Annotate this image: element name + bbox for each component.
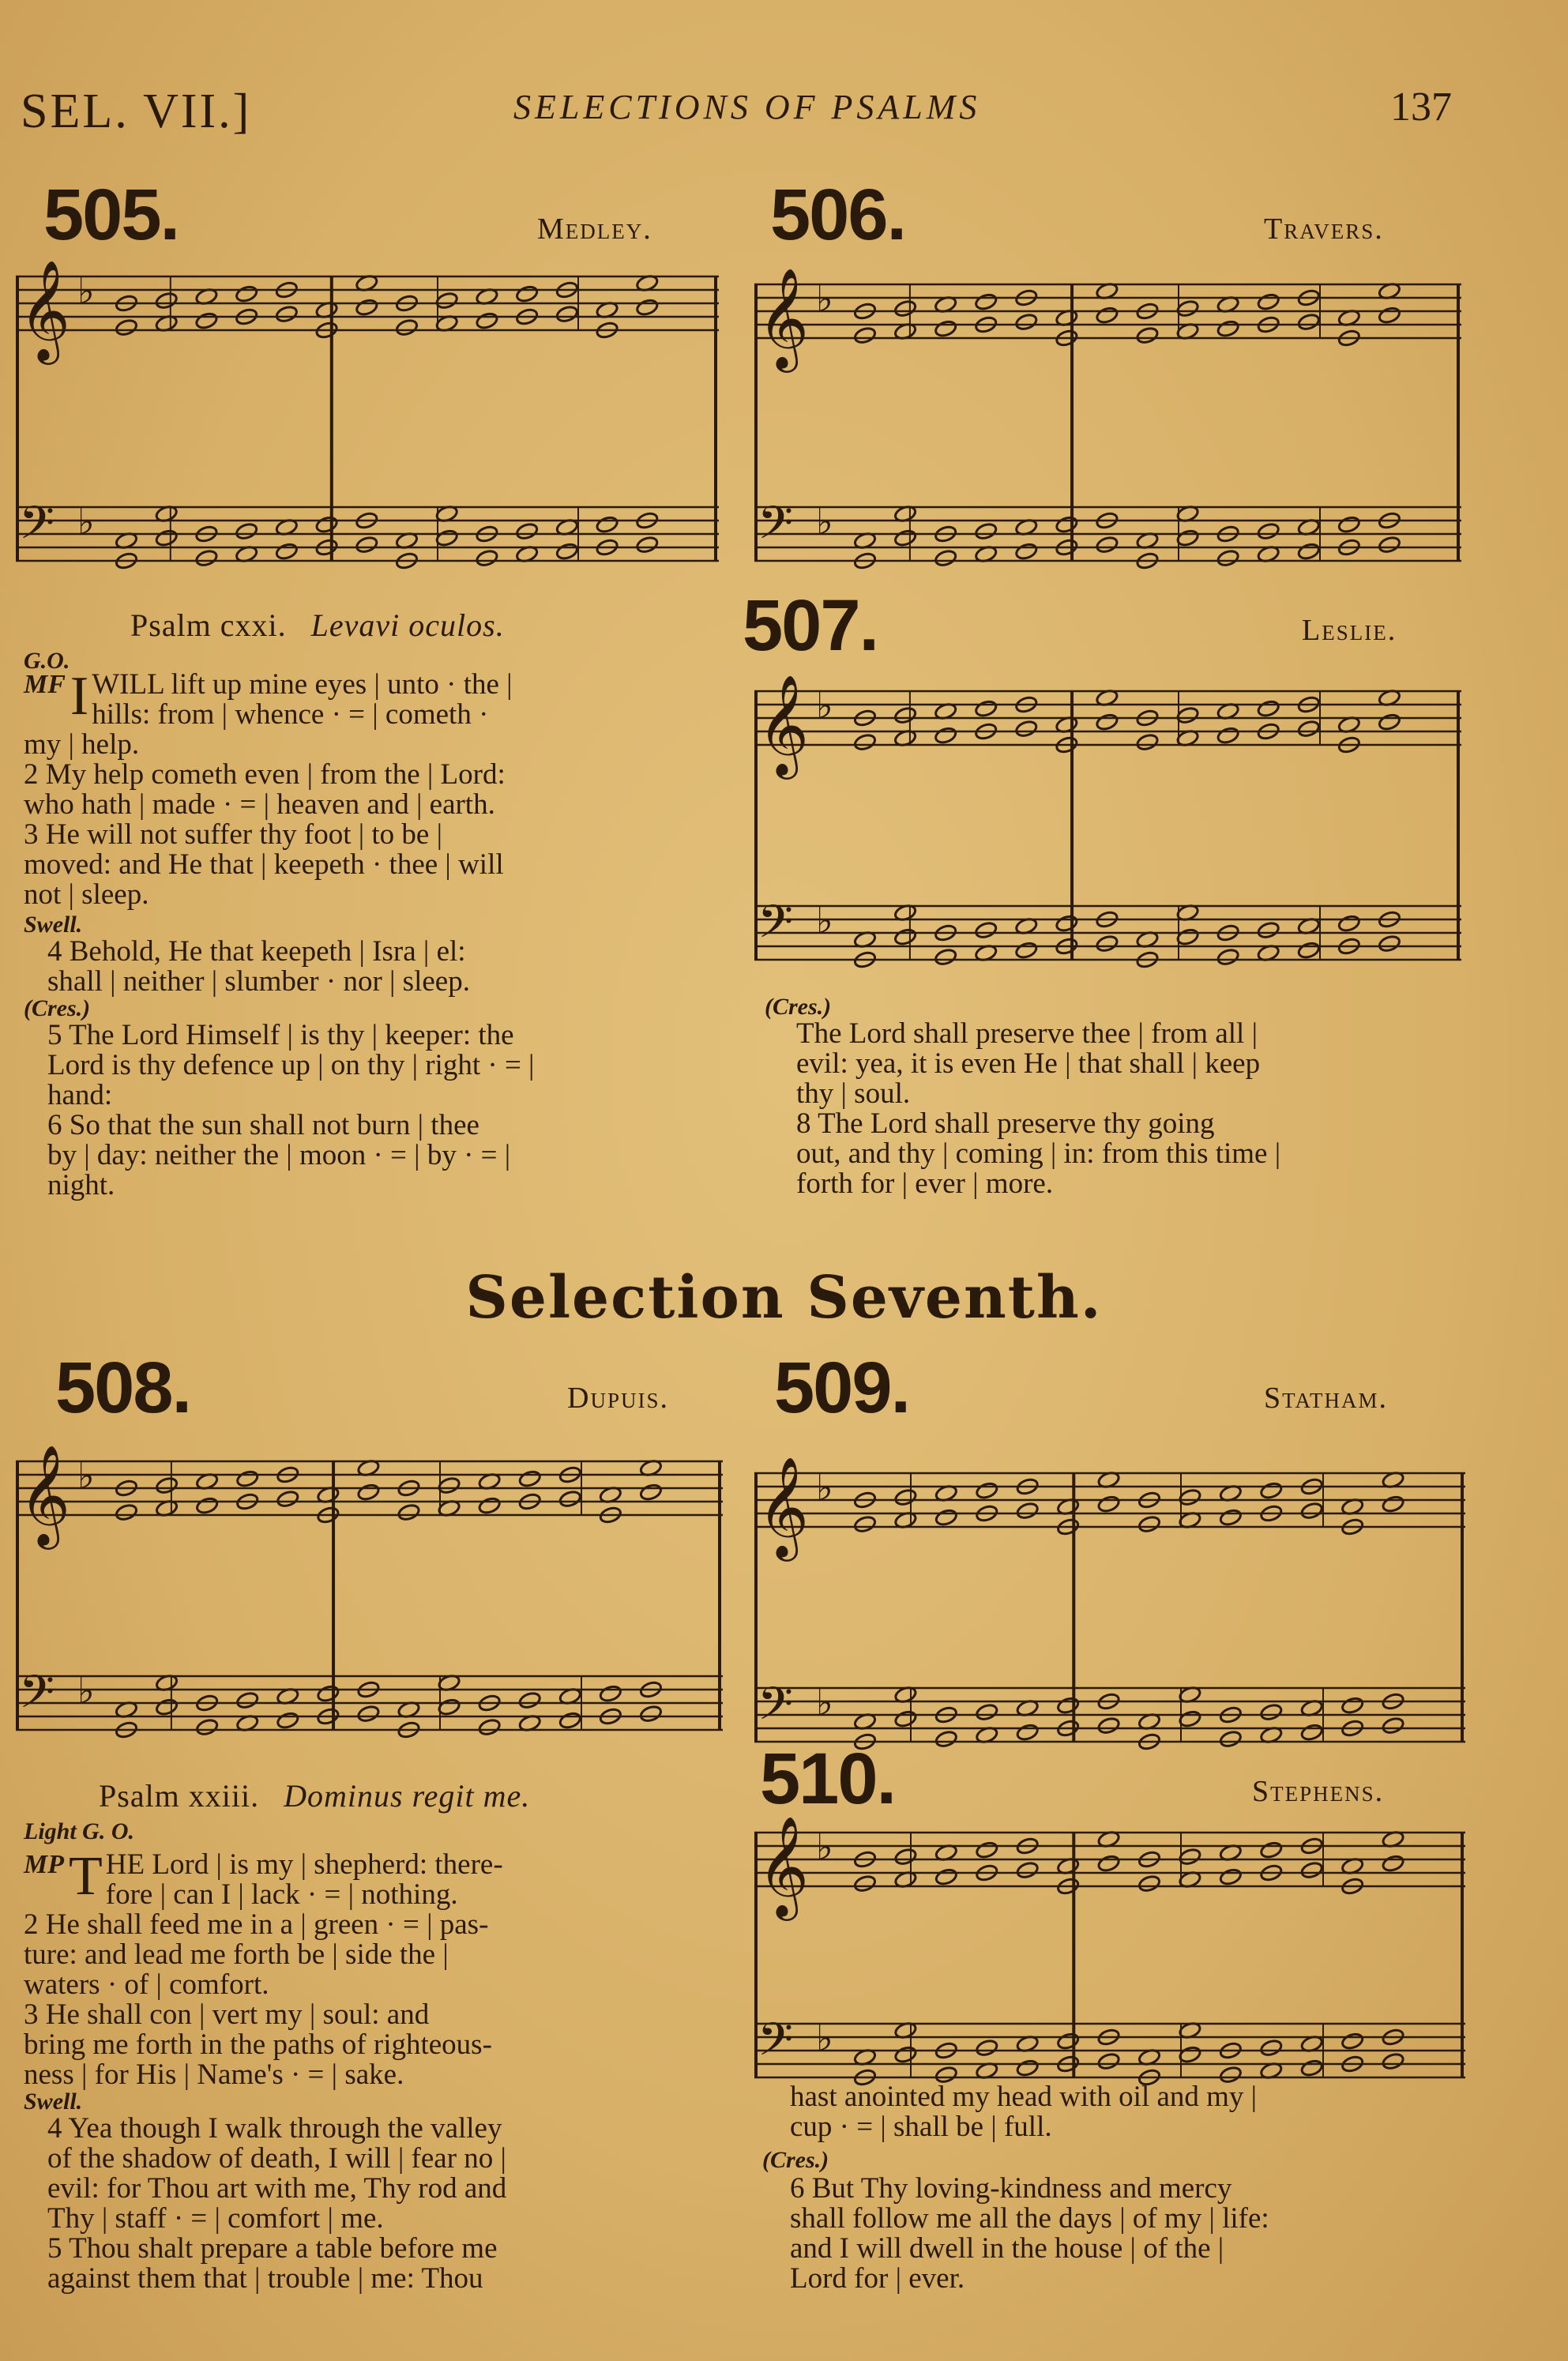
psalm-121-cres: (Cres.) [24, 995, 91, 1021]
text-line: shall | neither | slumber · nor | sleep. [47, 965, 470, 998]
flat-icon: ♭ [816, 1825, 833, 1868]
text-line: out, and thy | coming | in: from this time | [796, 1137, 1281, 1170]
flat-icon: ♭ [816, 899, 833, 942]
bass-clef-icon: 𝄢 [758, 895, 794, 960]
psalm-121-title [130, 607, 505, 644]
running-head-title: SELECTIONS OF PSALMS [513, 88, 981, 126]
chant-509-tune: Statham. [1264, 1382, 1388, 1415]
staff-graphic [16, 1446, 723, 1746]
chant-510-tune: Stephens. [1252, 1775, 1385, 1808]
psalm-121-number: Psalm cxxi. [130, 607, 287, 643]
chant-510-number: 510. [760, 1739, 896, 1819]
text-line: waters · of | comfort. [24, 1968, 269, 2001]
chant-507-score [754, 675, 1461, 976]
staff-graphic [16, 261, 719, 577]
psalm-23-lines [24, 1846, 727, 2091]
text-line: hand: [47, 1079, 113, 1111]
flat-icon: ♭ [816, 500, 833, 543]
text-line: forth for | ever | more. [796, 1167, 1054, 1200]
psalm-121-verses-3 [47, 1021, 727, 1201]
psalm-121-dynamic: MF [24, 670, 66, 699]
chant-505-score [16, 261, 719, 577]
section-title: Selection Seventh. [465, 1264, 1103, 1332]
running-head-section: SEL. VII.] [21, 85, 252, 138]
text-line: of the shadow of death, I will | fear no | [47, 2142, 506, 2175]
text-line: 5 Thou shalt prepare a table before me [47, 2232, 498, 2265]
psalm-23-swell: Swell. [24, 2088, 83, 2115]
text-line: thy | soul. [796, 1077, 911, 1110]
psalm-121-lines-2 [47, 937, 727, 997]
bass-clef-icon: 𝄢 [758, 1677, 794, 1742]
flat-icon: ♭ [77, 269, 95, 312]
treble-clef-icon: 𝄞 [758, 1817, 810, 1916]
text-line: 2 He shall feed me in a | green · = | pas- [24, 1908, 489, 1941]
text-line: fore | can I | lack · = | nothing. [105, 1878, 458, 1911]
staff-graphic [754, 1457, 1465, 1758]
treble-clef-icon: 𝄞 [19, 1446, 71, 1545]
text-line: Thy | staff · = | comfort | me. [47, 2202, 384, 2235]
text-line: against them that | trouble | me: Thou [47, 2262, 483, 2295]
psalm-121-latin: Levavi oculos. [310, 607, 505, 643]
text-line: 6 So that the sun shall not burn | thee [47, 1109, 479, 1141]
text-line: 8 The Lord shall preserve thy going [796, 1107, 1215, 1140]
chant-509-number: 509. [774, 1348, 910, 1428]
flat-icon: ♭ [77, 1669, 95, 1712]
chant-507-number: 507. [743, 585, 878, 666]
text-line: who hath | made · = | heaven and | earth. [24, 788, 495, 821]
text-line: night. [47, 1169, 115, 1201]
text-line: HE Lord | is my | shepherd: there- [105, 1848, 503, 1881]
flat-icon: ♭ [77, 1454, 95, 1497]
text-line: cup · = | shall be | full. [790, 2111, 1052, 2143]
staff-graphic [754, 269, 1461, 577]
bass-clef-icon: 𝄢 [19, 496, 55, 561]
chant-508-tune: Dupuis. [567, 1382, 669, 1415]
staff-graphic [754, 1817, 1465, 2093]
psalm-23-right-verses-2 [790, 2174, 1469, 2294]
psalm-23-lines-2 [47, 2114, 727, 2294]
psalm-121-right-cres: (Cres.) [765, 994, 832, 1020]
psalm-121-swell: Swell. [24, 912, 83, 938]
psalm-121-organ: G.O. [24, 648, 70, 674]
text-line: The Lord shall preserve thee | from all | [796, 1017, 1258, 1050]
text-line: 3 He will not suffer thy foot | to be | [24, 818, 442, 851]
flat-icon: ♭ [77, 500, 95, 543]
text-line: 2 My help cometh even | from the | Lord: [24, 758, 506, 791]
text-line: bring me forth in the paths of righteous- [24, 2028, 492, 2061]
flat-icon: ♭ [816, 2017, 833, 2059]
psalm-121-verses-1 [24, 666, 727, 911]
text-line: by | day: neither the | moon · = | by · = | [47, 1139, 511, 1171]
text-line: 3 He shall con | vert my | soul: and [24, 1998, 430, 2031]
text-line: WILL lift up mine eyes | unto · the | [92, 668, 513, 701]
treble-clef-icon: 𝄞 [758, 1457, 810, 1557]
bass-clef-icon: 𝄢 [758, 496, 794, 561]
psalm-23-title [99, 1777, 530, 1814]
psalm-23-latin: Dominus regit me. [284, 1778, 531, 1814]
bass-clef-icon: 𝄢 [758, 2013, 794, 2077]
text-line: and I will dwell in the house | of the | [790, 2232, 1224, 2265]
psalm-23-right-cres: (Cres.) [762, 2147, 829, 2173]
text-line: Lord for | ever. [790, 2262, 965, 2295]
text-line: 4 Yea though I walk through the valley [47, 2112, 502, 2145]
chant-507-tune: Leslie. [1302, 614, 1397, 647]
chant-509-score [754, 1457, 1465, 1758]
psalm-121-right-lines [796, 1019, 1476, 1199]
chant-508-score [16, 1446, 723, 1746]
chant-510-score [754, 1817, 1465, 2093]
psalm-121-right-verses [796, 1019, 1476, 1199]
bass-clef-icon: 𝄢 [19, 1665, 55, 1730]
chant-505-number: 505. [43, 175, 179, 255]
treble-clef-icon: 𝄞 [758, 675, 810, 775]
text-line: evil: yea, it is even He | that shall | keep [796, 1047, 1261, 1080]
psalm-23-dropcap: T [69, 1846, 103, 1907]
text-line: ness | for His | Name's · = | sake. [24, 2058, 404, 2091]
psalm-121-lines-3 [47, 1021, 727, 1201]
psalm-23-right-lines-2 [790, 2174, 1469, 2294]
text-line: 5 The Lord Himself | is thy | keeper: the [47, 1019, 514, 1051]
chant-506-tune: Travers. [1264, 212, 1384, 246]
flat-icon: ♭ [816, 1681, 833, 1724]
text-line: not | sleep. [24, 878, 149, 911]
chant-508-number: 508. [55, 1348, 191, 1428]
psalm-121-dropcap: I [70, 666, 89, 727]
psalm-23-right-verses [790, 2082, 1469, 2142]
text-line: my | help. [24, 728, 140, 761]
text-line: moved: and He that | keepeth · thee | will [24, 848, 504, 881]
page-number: 137 [1390, 85, 1452, 130]
psalm-23-number: Psalm xxiii. [99, 1778, 260, 1814]
psalm-121-verses-2 [47, 937, 727, 997]
text-line: shall follow me all the days | of my | life: [790, 2202, 1269, 2235]
flat-icon: ♭ [816, 684, 833, 727]
psalm-23-verses-1 [24, 1846, 727, 2091]
text-line: 4 Behold, He that keepeth | Isra | el: [47, 935, 466, 968]
text-line: ture: and lead me forth be | side the | [24, 1938, 449, 1971]
chant-506-number: 506. [770, 175, 906, 255]
psalm-23-verses-2 [47, 2114, 727, 2294]
text-line: 6 But Thy loving-kindness and mercy [790, 2172, 1232, 2205]
text-line: Lord is thy defence up | on thy | right · = | [47, 1049, 535, 1081]
treble-clef-icon: 𝄞 [19, 261, 71, 360]
chant-505-tune: Medley. [537, 212, 652, 246]
flat-icon: ♭ [816, 1466, 833, 1509]
flat-icon: ♭ [816, 277, 833, 320]
text-line: hills: from | whence · = | cometh · [92, 698, 489, 731]
staff-graphic [754, 675, 1461, 976]
treble-clef-icon: 𝄞 [758, 269, 810, 368]
text-line: hast anointed my head with oil and my | [790, 2081, 1258, 2113]
psalm-23-right-lines [790, 2082, 1469, 2142]
chant-506-score [754, 269, 1461, 577]
psalm-121-lines [24, 666, 727, 911]
psalm-23-organ: Light G. O. [24, 1818, 135, 1844]
psalm-23-dynamic: MP [24, 1850, 64, 1879]
text-line: evil: for Thou art with me, Thy rod and [47, 2172, 507, 2205]
